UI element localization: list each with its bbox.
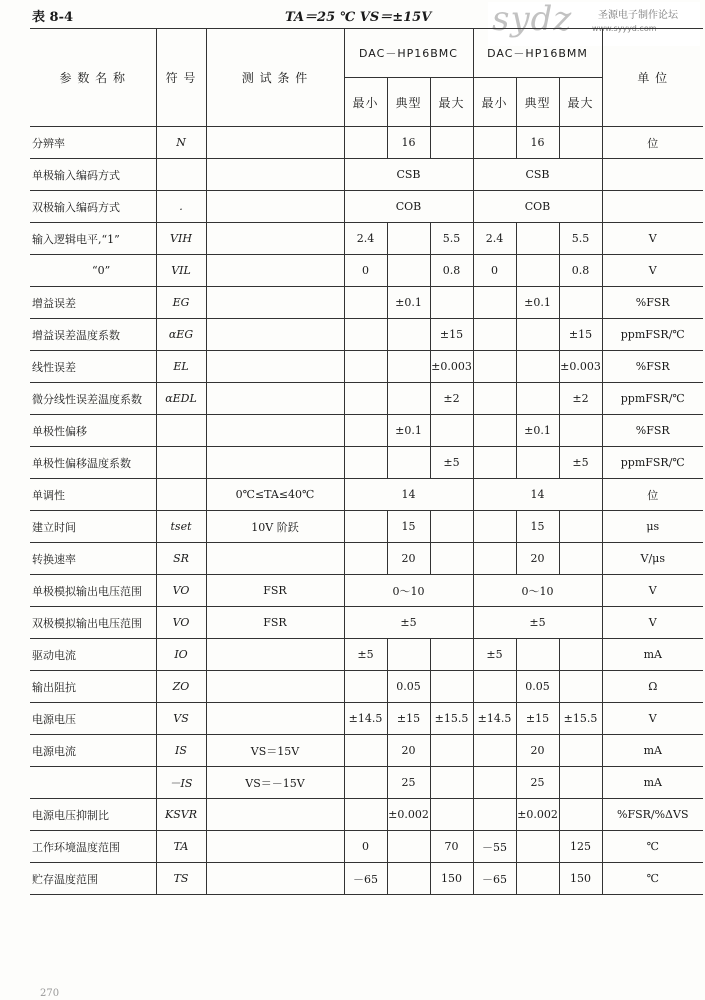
table-row xyxy=(30,767,703,799)
param-symbol xyxy=(156,159,206,191)
param-symbol: αEDL xyxy=(156,383,206,415)
group2-min xyxy=(473,799,516,831)
group2-typ xyxy=(516,639,559,671)
table-row xyxy=(30,511,703,543)
unit-cell: Ω xyxy=(602,671,703,703)
col-header-unit: 单 位 xyxy=(602,29,703,127)
group2-min xyxy=(473,447,516,479)
unit-cell: μs xyxy=(602,511,703,543)
group1-max xyxy=(430,671,473,703)
table-row xyxy=(30,383,703,415)
col-header-symbol: 符 号 xyxy=(156,29,206,127)
table-row xyxy=(30,351,703,383)
param-name: 单极性偏移温度系数 xyxy=(30,447,156,479)
group1-typ xyxy=(387,831,430,863)
table-row xyxy=(30,319,703,351)
group1-typ: ±0.1 xyxy=(387,415,430,447)
unit-cell: V xyxy=(602,223,703,255)
test-condition xyxy=(206,223,344,255)
table-row xyxy=(30,831,703,863)
unit-cell: %FSR/%ΔVS xyxy=(602,799,703,831)
group2-typ: 20 xyxy=(516,543,559,575)
group2-min: －55 xyxy=(473,831,516,863)
group1-value: 14 xyxy=(344,479,473,511)
group1-min xyxy=(344,319,387,351)
group1-min: ±5 xyxy=(344,639,387,671)
group2-min: 0 xyxy=(473,255,516,287)
param-symbol: IS xyxy=(156,735,206,767)
test-condition xyxy=(206,703,344,735)
group1-typ: 0.05 xyxy=(387,671,430,703)
table-row xyxy=(30,287,703,319)
group1-min xyxy=(344,543,387,575)
test-condition xyxy=(206,831,344,863)
group1-max xyxy=(430,799,473,831)
param-name: 单极输入编码方式 xyxy=(30,159,156,191)
group2-value: COB xyxy=(473,191,602,223)
test-condition xyxy=(206,351,344,383)
group1-max xyxy=(430,127,473,159)
spec-table xyxy=(30,28,703,895)
group1-max xyxy=(430,511,473,543)
param-symbol: IO xyxy=(156,639,206,671)
group2-value: 0～10 xyxy=(473,575,602,607)
group2-typ xyxy=(516,447,559,479)
test-condition xyxy=(206,671,344,703)
group2-max xyxy=(559,767,602,799)
test-condition xyxy=(206,863,344,895)
test-condition xyxy=(206,415,344,447)
group1-typ xyxy=(387,319,430,351)
group2-min xyxy=(473,351,516,383)
group1-typ xyxy=(387,351,430,383)
group1-max: ±5 xyxy=(430,447,473,479)
table-row xyxy=(30,415,703,447)
col-header-max: 最大 xyxy=(559,78,602,127)
table-row xyxy=(30,639,703,671)
param-name: 单调性 xyxy=(30,479,156,511)
unit-cell: ppmFSR/℃ xyxy=(602,383,703,415)
group1-max xyxy=(430,415,473,447)
param-symbol: αEG xyxy=(156,319,206,351)
group2-max: ±5 xyxy=(559,447,602,479)
table-label: 表 8-4 xyxy=(32,10,74,25)
param-symbol: －IS xyxy=(156,767,206,799)
group1-min xyxy=(344,287,387,319)
param-name: 双极输入编码方式 xyxy=(30,191,156,223)
param-name: 分辨率 xyxy=(30,127,156,159)
test-condition: 10V 阶跃 xyxy=(206,511,344,543)
group1-max xyxy=(430,735,473,767)
param-symbol: SR xyxy=(156,543,206,575)
col-header-group1: DAC－HP16BMC xyxy=(344,29,473,78)
group2-typ: 0.05 xyxy=(516,671,559,703)
param-name: 微分线性误差温度系数 xyxy=(30,383,156,415)
group2-max xyxy=(559,671,602,703)
param-symbol xyxy=(156,479,206,511)
param-symbol: VO xyxy=(156,607,206,639)
table-row xyxy=(30,863,703,895)
watermark-logo: sydz xyxy=(492,0,573,39)
group2-max: 0.8 xyxy=(559,255,602,287)
unit-cell xyxy=(602,159,703,191)
unit-cell: V xyxy=(602,575,703,607)
table-row xyxy=(30,255,703,287)
col-header-min: 最小 xyxy=(473,78,516,127)
unit-cell: ppmFSR/℃ xyxy=(602,319,703,351)
group2-typ: ±15 xyxy=(516,703,559,735)
unit-cell: 位 xyxy=(602,127,703,159)
group2-typ xyxy=(516,383,559,415)
group2-typ: 16 xyxy=(516,127,559,159)
group2-max xyxy=(559,735,602,767)
param-symbol: ZO xyxy=(156,671,206,703)
group2-min xyxy=(473,767,516,799)
group2-min: ±14.5 xyxy=(473,703,516,735)
unit-cell: %FSR xyxy=(602,351,703,383)
param-name: 电源电压抑制比 xyxy=(30,799,156,831)
col-header-group2: DAC－HP16BMM xyxy=(473,29,602,78)
group2-min xyxy=(473,511,516,543)
group2-min: ±5 xyxy=(473,639,516,671)
group2-max: ±15 xyxy=(559,319,602,351)
group2-max xyxy=(559,639,602,671)
test-condition xyxy=(206,255,344,287)
param-name: 单极模拟输出电压范围 xyxy=(30,575,156,607)
group2-typ xyxy=(516,255,559,287)
param-symbol: VIL xyxy=(156,255,206,287)
param-symbol: KSVR xyxy=(156,799,206,831)
group2-max: ±0.003 xyxy=(559,351,602,383)
group2-min xyxy=(473,735,516,767)
group2-max xyxy=(559,799,602,831)
unit-cell: mA xyxy=(602,735,703,767)
test-condition: VS＝15V xyxy=(206,735,344,767)
group1-value: COB xyxy=(344,191,473,223)
test-condition xyxy=(206,191,344,223)
param-name: 双极模拟输出电压范围 xyxy=(30,607,156,639)
test-condition: FSR xyxy=(206,575,344,607)
spec-table-body xyxy=(30,127,703,895)
param-symbol xyxy=(156,447,206,479)
group1-typ: 25 xyxy=(387,767,430,799)
table-row xyxy=(30,543,703,575)
test-condition xyxy=(206,799,344,831)
group2-max xyxy=(559,415,602,447)
group1-typ: 15 xyxy=(387,511,430,543)
group2-min: 2.4 xyxy=(473,223,516,255)
unit-cell: 位 xyxy=(602,479,703,511)
test-condition: 0℃≤TA≤40℃ xyxy=(206,479,344,511)
unit-cell: ppmFSR/℃ xyxy=(602,447,703,479)
group1-max: 70 xyxy=(430,831,473,863)
param-symbol: VIH xyxy=(156,223,206,255)
group1-max xyxy=(430,767,473,799)
table-row xyxy=(30,159,703,191)
group1-max xyxy=(430,543,473,575)
unit-cell: V/μs xyxy=(602,543,703,575)
param-name: 工作环境温度范围 xyxy=(30,831,156,863)
table-row xyxy=(30,799,703,831)
param-name: 输出阻抗 xyxy=(30,671,156,703)
group1-min xyxy=(344,767,387,799)
unit-cell: %FSR xyxy=(602,287,703,319)
unit-cell: mA xyxy=(602,639,703,671)
test-condition xyxy=(206,639,344,671)
group1-typ xyxy=(387,383,430,415)
group1-max: ±15.5 xyxy=(430,703,473,735)
group1-min xyxy=(344,415,387,447)
param-name: 电源电流 xyxy=(30,735,156,767)
unit-cell: ℃ xyxy=(602,831,703,863)
col-header-max: 最大 xyxy=(430,78,473,127)
watermark-url: www.syyyd.com xyxy=(592,24,657,33)
test-condition xyxy=(206,383,344,415)
group2-min xyxy=(473,319,516,351)
group2-max xyxy=(559,511,602,543)
group2-min xyxy=(473,415,516,447)
group1-min: 0 xyxy=(344,255,387,287)
group2-max: 150 xyxy=(559,863,602,895)
param-name: 贮存温度范围 xyxy=(30,863,156,895)
group2-min xyxy=(473,543,516,575)
test-condition xyxy=(206,447,344,479)
group2-min: －65 xyxy=(473,863,516,895)
group2-min xyxy=(473,671,516,703)
group2-min xyxy=(473,127,516,159)
table-row xyxy=(30,127,703,159)
group2-typ xyxy=(516,863,559,895)
group1-max: ±0.003 xyxy=(430,351,473,383)
col-header-typ: 典型 xyxy=(387,78,430,127)
group1-min xyxy=(344,127,387,159)
test-condition xyxy=(206,319,344,351)
param-name: 增益误差 xyxy=(30,287,156,319)
group1-typ xyxy=(387,223,430,255)
group1-min xyxy=(344,671,387,703)
group1-min xyxy=(344,447,387,479)
group1-min xyxy=(344,351,387,383)
test-condition: VS＝－15V xyxy=(206,767,344,799)
col-header-min: 最小 xyxy=(344,78,387,127)
param-name: 输入逻辑电平,“1” xyxy=(30,223,156,255)
group1-typ: ±15 xyxy=(387,703,430,735)
watermark-site-name: 圣源电子制作论坛 xyxy=(598,10,678,21)
group2-min xyxy=(473,383,516,415)
group2-value: 14 xyxy=(473,479,602,511)
param-symbol: TA xyxy=(156,831,206,863)
table-row xyxy=(30,575,703,607)
unit-cell: V xyxy=(602,607,703,639)
param-name: 线性误差 xyxy=(30,351,156,383)
group2-max xyxy=(559,543,602,575)
table-row xyxy=(30,191,703,223)
table-row xyxy=(30,447,703,479)
param-symbol: VO xyxy=(156,575,206,607)
group1-typ xyxy=(387,863,430,895)
group2-max: ±2 xyxy=(559,383,602,415)
group2-typ xyxy=(516,223,559,255)
group1-min: 2.4 xyxy=(344,223,387,255)
test-conditions: TA＝25 ℃ VS＝±15V xyxy=(285,10,432,25)
group2-typ xyxy=(516,319,559,351)
param-symbol: . xyxy=(156,191,206,223)
group2-typ: 15 xyxy=(516,511,559,543)
test-condition xyxy=(206,159,344,191)
param-name: 建立时间 xyxy=(30,511,156,543)
unit-cell: %FSR xyxy=(602,415,703,447)
param-symbol xyxy=(156,415,206,447)
param-name: 增益误差温度系数 xyxy=(30,319,156,351)
test-condition xyxy=(206,127,344,159)
group2-min xyxy=(473,287,516,319)
group1-typ: ±0.002 xyxy=(387,799,430,831)
table-row xyxy=(30,479,703,511)
group1-max xyxy=(430,287,473,319)
group1-max: ±2 xyxy=(430,383,473,415)
param-symbol: EL xyxy=(156,351,206,383)
test-condition: FSR xyxy=(206,607,344,639)
group2-max: ±15.5 xyxy=(559,703,602,735)
param-symbol: TS xyxy=(156,863,206,895)
group1-typ xyxy=(387,447,430,479)
col-header-condition: 测 试 条 件 xyxy=(206,29,344,127)
group1-min: ±14.5 xyxy=(344,703,387,735)
group1-max: 150 xyxy=(430,863,473,895)
group2-typ xyxy=(516,831,559,863)
table-row xyxy=(30,703,703,735)
group1-min xyxy=(344,735,387,767)
group1-max: 5.5 xyxy=(430,223,473,255)
col-header-typ: 典型 xyxy=(516,78,559,127)
param-name: “0” xyxy=(30,255,156,287)
table-row xyxy=(30,735,703,767)
group1-typ: ±0.1 xyxy=(387,287,430,319)
param-name: 单极性偏移 xyxy=(30,415,156,447)
group1-typ xyxy=(387,639,430,671)
group1-min: 0 xyxy=(344,831,387,863)
group2-max xyxy=(559,127,602,159)
group1-value: 0～10 xyxy=(344,575,473,607)
group1-typ: 16 xyxy=(387,127,430,159)
group1-value: ±5 xyxy=(344,607,473,639)
group1-max: ±15 xyxy=(430,319,473,351)
group2-typ xyxy=(516,351,559,383)
unit-cell: V xyxy=(602,703,703,735)
group2-typ: ±0.002 xyxy=(516,799,559,831)
param-symbol: VS xyxy=(156,703,206,735)
param-name: 转换速率 xyxy=(30,543,156,575)
group1-typ: 20 xyxy=(387,735,430,767)
param-symbol: EG xyxy=(156,287,206,319)
group2-typ: 25 xyxy=(516,767,559,799)
test-condition xyxy=(206,543,344,575)
group1-value: CSB xyxy=(344,159,473,191)
group1-typ xyxy=(387,255,430,287)
table-row xyxy=(30,223,703,255)
param-name: 电源电压 xyxy=(30,703,156,735)
unit-cell: ℃ xyxy=(602,863,703,895)
group1-typ: 20 xyxy=(387,543,430,575)
param-symbol: N xyxy=(156,127,206,159)
group1-min xyxy=(344,383,387,415)
unit-cell xyxy=(602,191,703,223)
group2-typ: ±0.1 xyxy=(516,415,559,447)
group2-typ: 20 xyxy=(516,735,559,767)
group2-max: 125 xyxy=(559,831,602,863)
group1-max xyxy=(430,639,473,671)
group2-typ: ±0.1 xyxy=(516,287,559,319)
table-row xyxy=(30,671,703,703)
col-header-param: 参 数 名 称 xyxy=(30,29,156,127)
table-row xyxy=(30,607,703,639)
unit-cell: mA xyxy=(602,767,703,799)
param-name xyxy=(30,767,156,799)
group2-value: ±5 xyxy=(473,607,602,639)
page-number: 270 xyxy=(40,988,60,999)
group2-value: CSB xyxy=(473,159,602,191)
group1-min: －65 xyxy=(344,863,387,895)
param-name: 驱动电流 xyxy=(30,639,156,671)
group1-max: 0.8 xyxy=(430,255,473,287)
group1-min xyxy=(344,511,387,543)
group1-min xyxy=(344,799,387,831)
group2-max xyxy=(559,287,602,319)
param-symbol: tset xyxy=(156,511,206,543)
test-condition xyxy=(206,287,344,319)
unit-cell: V xyxy=(602,255,703,287)
group2-max: 5.5 xyxy=(559,223,602,255)
